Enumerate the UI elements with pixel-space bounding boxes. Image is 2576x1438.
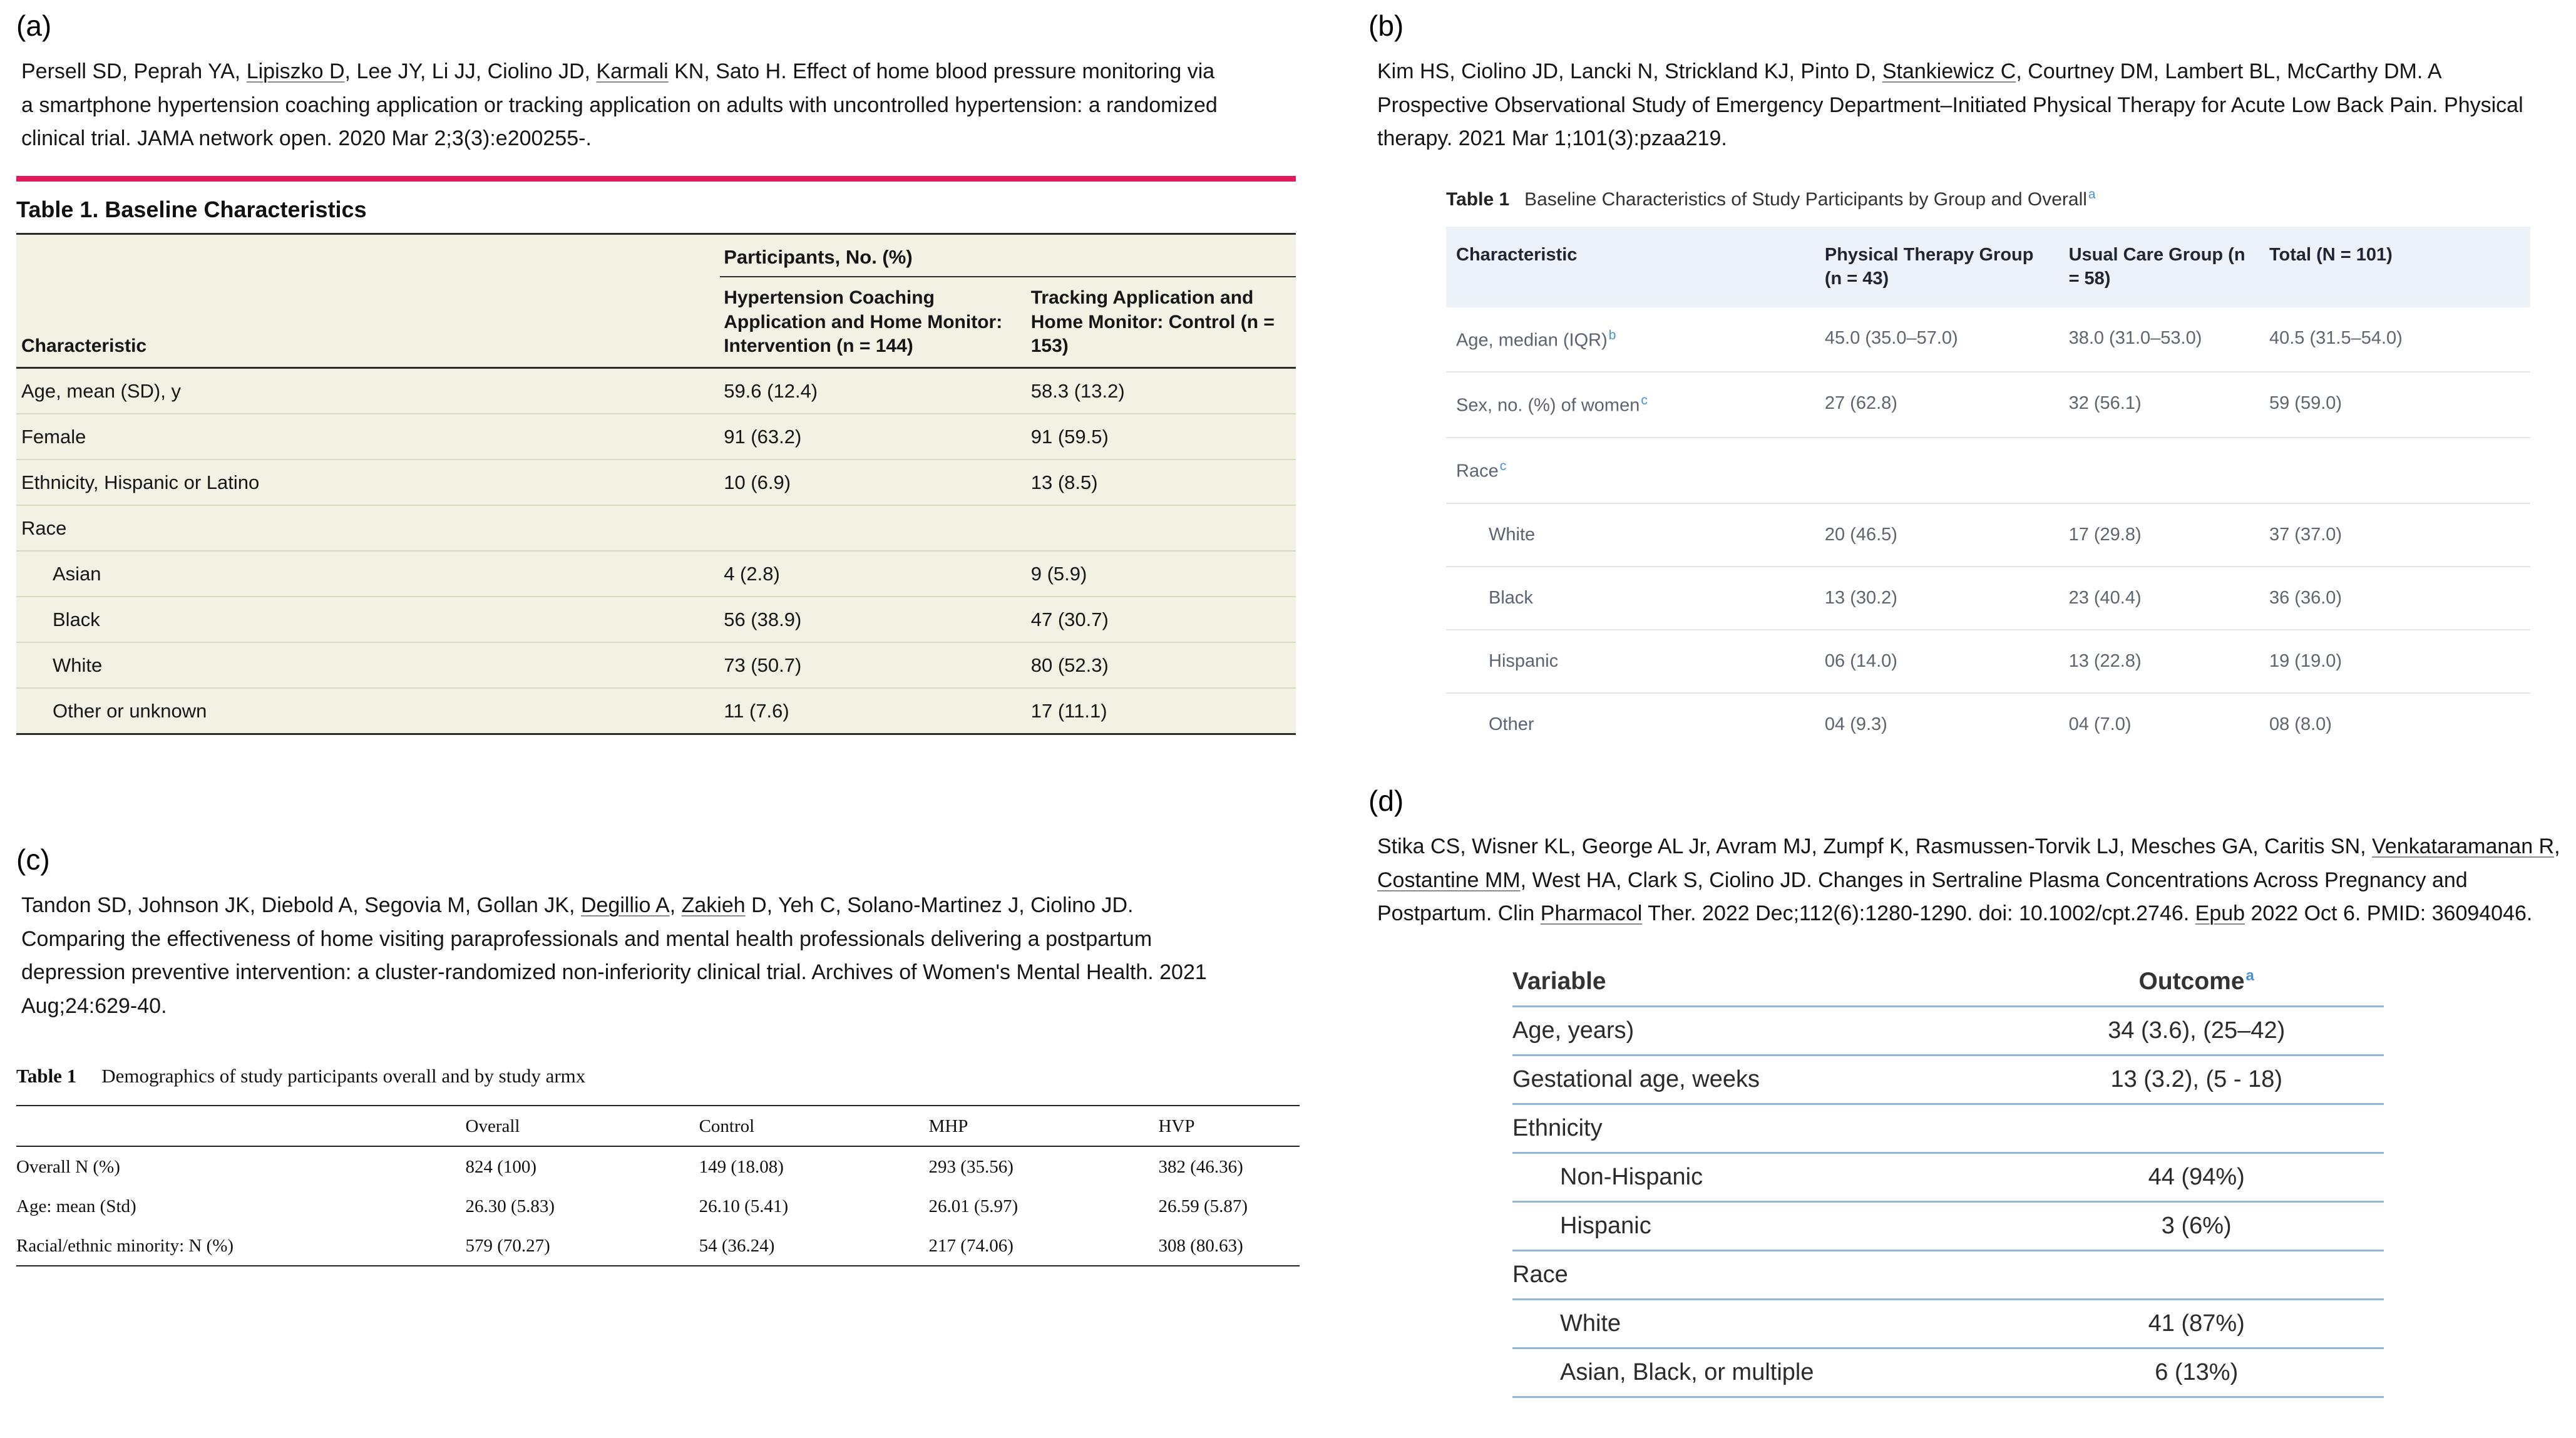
column-header: Overall: [466, 1106, 699, 1146]
table-row: [16, 688, 1296, 734]
cell-value: 34 (3.6), (25–42): [2009, 1007, 2384, 1055]
column-header: Physical Therapy Group (n = 43): [1815, 227, 2059, 307]
cell-value: 217 (74.06): [928, 1235, 1013, 1256]
row-label: Hispanic: [1446, 630, 1815, 693]
column-header: [2009, 960, 2384, 1007]
underlined-term: Costantine MM: [1377, 868, 1521, 892]
row-label: Race$^c$: [1446, 438, 1815, 503]
cell-value: [1815, 438, 2059, 503]
cell-value: 04 (7.0): [2059, 693, 2259, 756]
cell-value: 44 (94%): [2009, 1153, 2384, 1202]
row-label: Female: [16, 414, 720, 460]
table-row: [1512, 1348, 2384, 1397]
panel-c-table: [16, 1105, 1300, 1266]
panel-d-table-header: [1512, 960, 2384, 1007]
jama-pink-rule: [16, 176, 1296, 182]
underlined-term: Degillio A: [580, 893, 670, 917]
panel-b-citation: Kim HS, Ciolino JD, Lancki N, Strickland KJ, Pinto D, Stankiewicz C, Courtney DM, Lambert BL, McCarthy DM. A Prospective Observational Study of Emergency Department–Initiated Physical Therapy for Acute Low Back Pain. Physical therapy. 2021 Mar 1;101(3):pzaa219.: [1377, 59, 2523, 151]
table-row: [16, 597, 1296, 642]
panel-a-table-body: [16, 368, 1296, 734]
column-header: Total (N = 101): [2259, 227, 2530, 307]
cell-value: 04 (9.3): [1815, 693, 2059, 756]
row-label: Black: [16, 597, 720, 642]
cell-value: 41 (87%): [2009, 1300, 2384, 1348]
cell-value: 293 (35.56): [928, 1156, 1013, 1177]
underlined-term: Epub: [2195, 901, 2245, 926]
panel-c: [16, 843, 1300, 1266]
table-row: [1446, 693, 2530, 756]
cell-value: 73 (50.7): [720, 642, 1027, 688]
table-row: [1446, 307, 2530, 372]
panel-b-label: (b): [1368, 9, 1404, 42]
column-header: Tracking Application and Home Monitor: Control (n = 153): [1027, 277, 1296, 368]
column-header: Characteristic: [16, 277, 720, 368]
panel-c-table-header: [16, 1106, 1300, 1146]
underlined-term: Stankiewicz C: [1882, 59, 2016, 83]
row-label: Age, years): [1512, 1007, 2009, 1055]
row-label: Overall N (%): [16, 1156, 120, 1177]
cell-value: 6 (13%): [2009, 1348, 2384, 1397]
underlined-term: Venkataramanan R: [2372, 835, 2555, 858]
footnote-superscript: a: [2088, 187, 2096, 202]
row-label: Ethnicity, Hispanic or Latino: [16, 460, 720, 505]
panel-c-citation: Tandon SD, Johnson JK, Diebold A, Segovia M, Gollan JK, Degillio A, Zakieh D, Yeh C, Solano-Martinez J, Ciolino JD. Comparing the effectiveness of home visiting paraprofessionals and mental health professionals delivering a postpartum depression preventive intervention: a cluster-randomized non-inferiority clinical trial. Archives of Women's Mental Health. 2021 Aug;24:629-40.: [21, 893, 1207, 1019]
row-label: White: [1446, 503, 1815, 567]
cell-value: 10 (6.9): [720, 460, 1027, 505]
cell-value: 11 (7.6): [720, 688, 1027, 734]
cell-value: 308 (80.63): [1158, 1235, 1243, 1256]
cell-value: 9 (5.9): [1027, 551, 1296, 597]
panel-c-table-block: [16, 1065, 1300, 1266]
column-header: HVP: [1158, 1106, 1300, 1146]
cell-value: 59 (59.0): [2259, 372, 2530, 438]
cell-value: 13 (30.2): [1815, 567, 2059, 630]
cell-value: [2009, 1251, 2384, 1300]
column-header: Variable: [1512, 960, 2009, 1007]
table-number: Table 1: [16, 1064, 77, 1087]
panel-d-table: [1512, 960, 2384, 1398]
table-row: [1512, 1055, 2384, 1104]
row-label: Non-Hispanic: [1512, 1153, 2009, 1202]
table-number: Table 1: [1446, 189, 1510, 210]
cell-value: [2009, 1104, 2384, 1153]
empty-cell: [16, 235, 720, 277]
row-label: Age, median (IQR)$^b$: [1456, 327, 1616, 351]
column-header: Characteristic: [1446, 227, 1815, 307]
panel-a-label: (a): [16, 9, 52, 42]
cell-value: 45.0 (35.0–57.0): [1824, 327, 1958, 348]
table-row: [16, 551, 1296, 597]
cell-value: 59.6 (12.4): [724, 380, 818, 403]
row-label: Other: [1446, 693, 1815, 756]
cell-value: 91 (63.2): [720, 414, 1027, 460]
cell-value: [2059, 438, 2259, 503]
row-label: Age: mean (Std): [16, 1196, 136, 1216]
cell-value: 06 (14.0): [1815, 630, 2059, 693]
cell-value: 80 (52.3): [1027, 642, 1296, 688]
table-row: [16, 505, 1296, 551]
column-header: MHP: [929, 1106, 1159, 1146]
table-row: [16, 1186, 1300, 1226]
cell-value: 26.59 (5.87): [1158, 1196, 1248, 1216]
row-label: Asian: [16, 551, 720, 597]
row-label: Racial/ethnic minority: N (%): [16, 1235, 234, 1256]
column-header: Hypertension Coaching Application and Home Monitor: Intervention (n = 144): [720, 277, 1027, 368]
column-header-row: [1512, 960, 2384, 1007]
panel-c-table-title: [16, 1065, 1300, 1087]
table-row: [1446, 503, 2530, 567]
table-row: [1512, 1202, 2384, 1251]
row-label: Other or unknown: [16, 688, 720, 734]
table-row: [1512, 1007, 2384, 1055]
panel-b-table-header: [1446, 227, 2530, 307]
row-label: White: [16, 642, 720, 688]
cell-value: 36 (36.0): [2259, 567, 2530, 630]
table-caption: Baseline Characteristics of Study Participants by Group and Overall: [1524, 189, 2087, 210]
table-row: [1512, 1251, 2384, 1300]
column-header-row: [16, 277, 1296, 368]
cell-value: 26.30 (5.83): [465, 1196, 555, 1216]
panel-b-table-body: [1446, 307, 2530, 756]
cell-value: 58.3 (13.2): [1030, 380, 1125, 403]
panel-c-label: (c): [16, 843, 50, 876]
cell-value: 382 (46.36): [1158, 1156, 1243, 1177]
cell-value: 17 (11.1): [1027, 688, 1296, 734]
panel-b-table: [1446, 227, 2530, 756]
cell-value: 19 (19.0): [2259, 630, 2530, 693]
table-row: [1446, 372, 2530, 438]
panel-a-table: [16, 235, 1296, 735]
span-header-cell: Participants, No. (%): [720, 235, 1296, 277]
panel-d-table-block: [1512, 960, 2384, 1398]
table-row: [16, 642, 1296, 688]
cell-value: 91 (59.5): [1027, 414, 1296, 460]
row-label: Sex, no. (%) of women$^c$: [1446, 372, 1815, 438]
row-label: Asian, Black, or multiple: [1512, 1348, 2009, 1397]
cell-value: 27 (62.8): [1815, 372, 2059, 438]
cell-value: 26.10 (5.41): [699, 1196, 789, 1216]
panel-d-label: (d): [1368, 784, 1404, 817]
cell-value: 824 (100): [465, 1156, 537, 1177]
table-row: [16, 414, 1296, 460]
panel-c-table-body: [16, 1146, 1300, 1266]
table-row: [16, 460, 1296, 505]
footnote-superscript: b: [1608, 327, 1616, 342]
cell-value: 149 (18.08): [699, 1156, 784, 1177]
panel-d-citation: Stika CS, Wisner KL, George AL Jr, Avram MJ, Zumpf K, Rasmussen-Torvik LJ, Mesches GA, Caritis SN, Venkataramanan R, Costantine MM, West HA, Clark S, Ciolino JD. Changes in Sertraline Plasma Concentrations Across Pregnancy and Postpartum. Clin Pharmacol Ther. 2022 Dec;112(6):1280-1290. doi: 10.1002/cpt.2746. Epub 2022 Oct 6. PMID: 36094046.: [1377, 835, 2560, 926]
panel-a: [16, 9, 1296, 735]
table-row: [1512, 1300, 2384, 1348]
table-row: [1446, 630, 2530, 693]
table-row: [1512, 1153, 2384, 1202]
cell-value: 26.01 (5.97): [928, 1196, 1019, 1216]
column-header: Usual Care Group (n = 58): [2059, 227, 2259, 307]
underlined-term: Zakieh: [681, 893, 746, 917]
row-label: Gestational age, weeks: [1512, 1055, 2009, 1104]
cell-value: 54 (36.24): [699, 1235, 775, 1256]
row-label: White: [1512, 1300, 2009, 1348]
cell-value: 40.5 (31.5–54.0): [2269, 327, 2403, 348]
row-label: Black: [1446, 567, 1815, 630]
cell-value: 4 (2.8): [720, 551, 1027, 597]
cell-value: 56 (38.9): [720, 597, 1027, 642]
cell-value: 17 (29.8): [2059, 503, 2259, 567]
span-header-row: [16, 235, 1296, 277]
cell-value: 13 (3.2), (5 - 18): [2009, 1055, 2384, 1104]
panel-a-table-header: [16, 235, 1296, 368]
cell-value: 37 (37.0): [2259, 503, 2530, 567]
table-row: [1446, 438, 2530, 503]
cell-value: 3 (6%): [2009, 1202, 2384, 1251]
panel-d-table-body: [1512, 1007, 2384, 1397]
footnote-superscript: c: [1641, 393, 1648, 408]
panel-b-table-block: [1446, 187, 2558, 756]
cell-value: [2259, 438, 2530, 503]
row-label: Age, mean (SD), y: [21, 380, 181, 403]
cell-value: 579 (70.27): [465, 1235, 550, 1256]
row-label: Race: [16, 505, 1296, 551]
cell-value: 13 (8.5): [1027, 460, 1296, 505]
row-label: Hispanic: [1512, 1202, 2009, 1251]
panel-a-citation: Persell SD, Peprah YA, Lipiszko D, Lee JY, Li JJ, Ciolino JD, Karmali KN, Sato H. Effect of home blood pressure monitoring via a smartphone hypertension coaching application or tracking application on adults with uncontrolled hypertension: a randomized clinical trial. JAMA network open. 2020 Mar 2;3(3):e200255-.: [21, 59, 1218, 151]
footnote-superscript: a: [2245, 967, 2254, 985]
row-label: Ethnicity: [1512, 1104, 2009, 1153]
underlined-term: Karmali: [596, 59, 669, 83]
cell-value: 20 (46.5): [1815, 503, 2059, 567]
underlined-term: Lipiszko D: [246, 59, 345, 83]
column-header: Control: [699, 1106, 929, 1146]
cell-value: 47 (30.7): [1027, 597, 1296, 642]
column-header-row: [16, 1106, 1300, 1146]
empty-cell: [16, 1106, 466, 1146]
column-header-row: [1446, 227, 2530, 307]
table-row: [16, 368, 1296, 414]
table-row: [16, 1146, 1300, 1186]
panel-a-table-title: Table 1. Baseline Characteristics: [16, 197, 1296, 235]
table-row: [1512, 1104, 2384, 1153]
panel-b-table-title: [1446, 187, 2558, 210]
column-header-label: Outcome: [2138, 968, 2245, 995]
panel-b: [1368, 9, 2558, 756]
cell-value: 13 (22.8): [2059, 630, 2259, 693]
underlined-term: Pharmacol: [1540, 901, 1643, 926]
panel-d: [1368, 784, 2573, 1398]
cell-value: 23 (40.4): [2059, 567, 2259, 630]
table-row: [1446, 567, 2530, 630]
cell-value: 32 (56.1): [2059, 372, 2259, 438]
table-caption: Demographics of study participants overall and by study armx: [101, 1064, 586, 1087]
cell-value: 08 (8.0): [2259, 693, 2530, 756]
footnote-superscript: c: [1499, 459, 1507, 473]
table-row: [16, 1226, 1300, 1266]
row-label: Race: [1512, 1251, 2009, 1300]
cell-value: 38.0 (31.0–53.0): [2068, 327, 2202, 348]
